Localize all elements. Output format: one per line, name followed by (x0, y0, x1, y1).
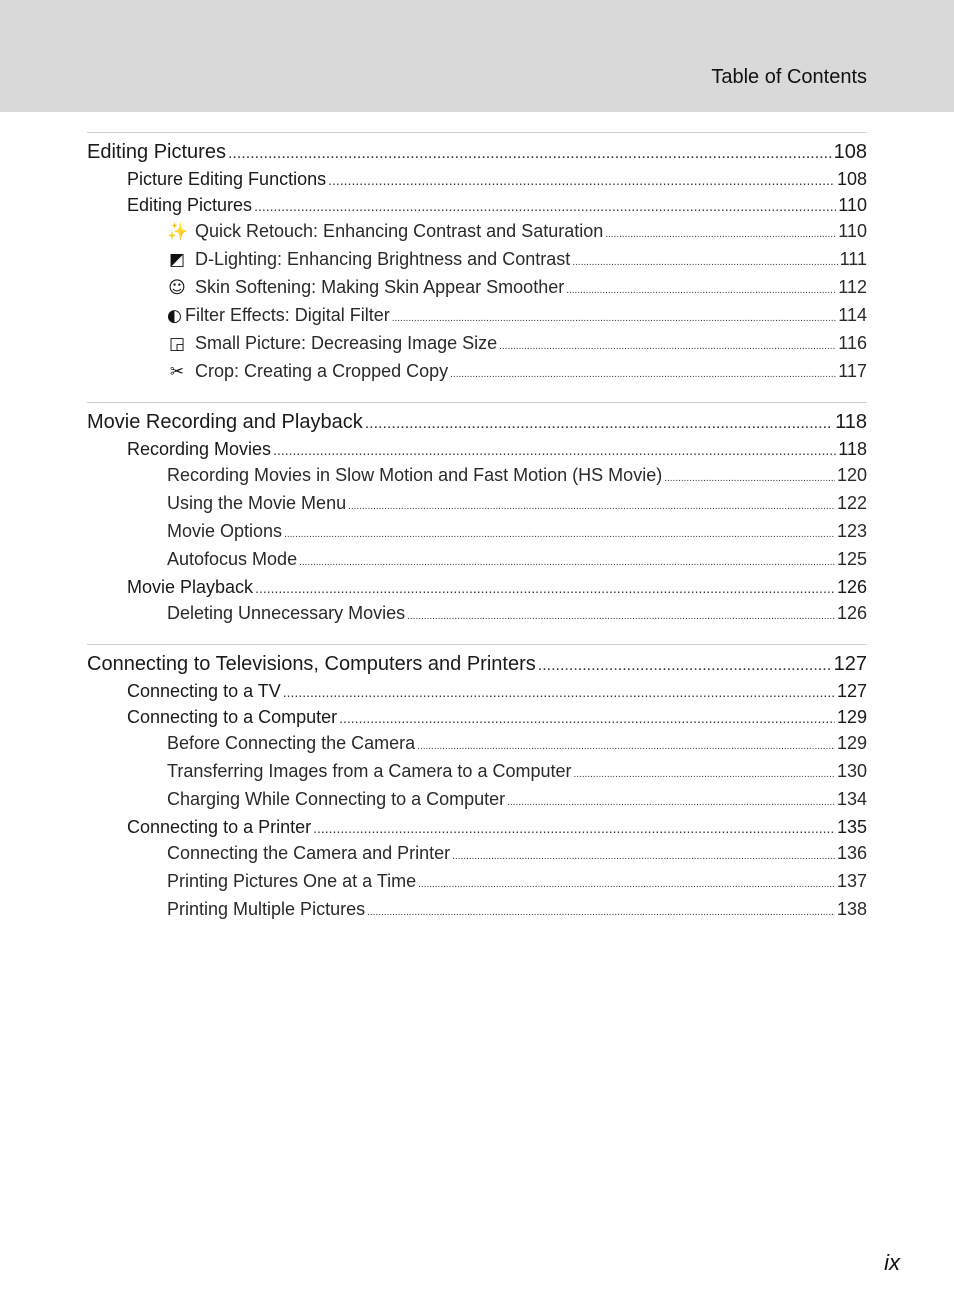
toc-entry-label: Connecting the Camera and Printer (167, 843, 451, 863)
toc-entry-page: 111 (839, 249, 867, 269)
toc-entry-label: Movie Recording and Playback (87, 411, 363, 433)
dot-leader (228, 141, 832, 167)
toc-entry-label: Small Picture: Decreasing Image Size (195, 333, 498, 353)
toc-entry[interactable] (87, 463, 867, 491)
dot-leader (507, 790, 835, 815)
toc-entry-title (167, 519, 282, 544)
toc-entry-title (167, 869, 416, 894)
toc-entry-label: Connecting to Televisions, Computers and Printers (87, 653, 536, 675)
toc-entry-page: 110 (838, 195, 867, 215)
toc-entry-label: Autofocus Mode (167, 549, 298, 569)
dot-leader (254, 194, 836, 219)
toc-entry-page: 123 (836, 521, 867, 541)
toc-entry-label: Using the Movie Menu (167, 493, 347, 513)
toc-entry[interactable] (87, 601, 867, 629)
toc-entry[interactable] (87, 303, 867, 331)
dot-leader (365, 411, 833, 437)
toc-entry-title (167, 491, 346, 516)
toc-entry[interactable] (87, 491, 867, 519)
header-band (0, 0, 954, 112)
toc-entry-page: 110 (838, 221, 867, 241)
toc-entry[interactable] (87, 409, 867, 437)
toc-entry-label: Charging While Connecting to a Computer (167, 789, 506, 809)
skin-softening-icon: ☺ (168, 278, 186, 298)
toc-entry-page: 130 (836, 761, 867, 781)
toc-entry-page: 126 (836, 603, 867, 623)
crop-icon: ✂ (169, 362, 185, 382)
toc-entry-page: 134 (836, 789, 867, 809)
toc-entry-title (87, 651, 536, 677)
toc-entry-title (167, 897, 365, 922)
toc-entry-page: 108 (836, 169, 867, 189)
toc-entry-page: 108 (833, 141, 867, 163)
toc-entry-title (167, 275, 564, 301)
filter-effects-icon: ◐ (167, 306, 182, 326)
d-lighting-icon: ◩ (168, 250, 186, 270)
toc-entry-title (127, 815, 311, 840)
toc-entry-label: Deleting Unnecessary Movies (167, 603, 406, 623)
toc-entry-title (167, 331, 497, 357)
toc-entry[interactable] (87, 869, 867, 897)
toc-entry-title (167, 759, 571, 784)
toc-entry-page: 122 (836, 493, 867, 513)
dot-leader (283, 680, 835, 705)
dot-leader (348, 494, 835, 519)
toc-entry-label: Printing Multiple Pictures (167, 899, 366, 919)
dot-leader (572, 250, 837, 275)
toc-entry-label: Movie Playback (127, 577, 254, 597)
dot-leader (418, 872, 835, 897)
toc-entry[interactable] (87, 547, 867, 575)
toc-entry-title (167, 841, 450, 866)
toc-entry-page: 116 (838, 333, 867, 353)
toc-entry-title (167, 359, 448, 385)
toc-entry-label: Transferring Images from a Camera to a Computer (167, 761, 572, 781)
toc-entry-label: Recording Movies (127, 439, 272, 459)
toc-entry[interactable] (87, 247, 867, 275)
toc-entry-label: Movie Options (167, 521, 283, 541)
toc-entry-label: D-Lighting: Enhancing Brightness and Contrast (195, 249, 571, 269)
toc-entry-page: 114 (838, 305, 867, 325)
dot-leader (284, 522, 835, 547)
toc-entry-page: 127 (836, 681, 867, 701)
toc-entry-page: 120 (836, 465, 867, 485)
toc-entry-title (167, 303, 390, 329)
toc-entry[interactable] (87, 815, 867, 841)
dot-leader (328, 168, 835, 193)
toc-entry-label: Quick Retouch: Enhancing Contrast and Saturation (195, 221, 604, 241)
dot-leader (664, 466, 835, 491)
toc-entry-label: Crop: Creating a Cropped Copy (195, 361, 449, 381)
toc-entry-label: Filter Effects: Digital Filter (185, 305, 390, 325)
toc-entry-page: 125 (836, 549, 867, 569)
toc-entry-title (127, 437, 271, 462)
toc-entry-title (127, 167, 326, 192)
toc-entry-label: Before Connecting the Camera (167, 733, 416, 753)
toc-entry-title (127, 193, 252, 218)
dot-leader (605, 222, 836, 247)
toc-entry-label: Editing Pictures (127, 195, 253, 215)
dot-leader (367, 900, 835, 925)
toc-entry-page: 112 (838, 277, 867, 297)
toc-entry[interactable] (87, 139, 867, 167)
toc-entry-page: 118 (835, 411, 867, 433)
toc-entry-page: 127 (833, 653, 867, 675)
toc-section (87, 132, 867, 387)
toc-entry-page: 136 (836, 843, 867, 863)
dot-leader (339, 706, 835, 731)
toc-entry[interactable] (87, 193, 867, 219)
toc-entry-page: 117 (838, 361, 867, 381)
dot-leader (573, 762, 834, 787)
dot-leader (450, 362, 836, 387)
toc-entry[interactable] (87, 705, 867, 731)
toc-entry[interactable] (87, 519, 867, 547)
toc-entry[interactable] (87, 219, 867, 247)
quick-retouch-icon: ✨ (167, 222, 189, 242)
toc-entry-title (127, 679, 281, 704)
dot-leader (299, 550, 835, 575)
toc-entry-title (167, 247, 570, 273)
toc-entry-title (127, 575, 253, 600)
toc-entry-page: 138 (836, 899, 867, 919)
toc-entry[interactable] (87, 897, 867, 925)
toc-entry[interactable] (87, 437, 867, 463)
toc-entry[interactable] (87, 275, 867, 303)
toc-entry-label: Connecting to a Computer (127, 707, 338, 727)
dot-leader (392, 306, 837, 331)
toc-entry-title (167, 463, 662, 488)
dot-leader (313, 816, 835, 841)
toc-section (87, 402, 867, 629)
toc-entry-title (127, 705, 337, 730)
toc-entry-title (167, 219, 603, 245)
toc-entry-label: Connecting to a Printer (127, 817, 312, 837)
toc-entry[interactable] (87, 731, 867, 759)
toc-entry-label: Skin Softening: Making Skin Appear Smoother (195, 277, 565, 297)
page-number: ix (884, 1250, 900, 1275)
toc-entry-page: 126 (836, 577, 867, 597)
toc-entry-label: Printing Pictures One at a Time (167, 871, 417, 891)
dot-leader (273, 438, 836, 463)
dot-leader (255, 576, 835, 601)
toc-entry-page: 129 (836, 707, 867, 727)
dot-leader (538, 653, 832, 679)
toc-entry[interactable] (87, 331, 867, 359)
toc-entry-page: 118 (838, 439, 867, 459)
toc-entry-title (87, 409, 363, 435)
header-title: Table of Contents (711, 66, 867, 88)
toc-entry[interactable] (87, 167, 867, 193)
toc-entry-page: 135 (836, 817, 867, 837)
toc-entry-title (167, 787, 505, 812)
dot-leader (452, 844, 835, 869)
toc-entry[interactable] (87, 759, 867, 787)
toc-entry-label: Editing Pictures (87, 141, 226, 163)
dot-leader (566, 278, 836, 303)
toc-entry[interactable] (87, 575, 867, 601)
dot-leader (407, 604, 835, 629)
dot-leader (499, 334, 836, 359)
toc-entry-label: Recording Movies in Slow Motion and Fast Motion (HS Movie) (167, 465, 663, 485)
toc-entry-label: Connecting to a TV (127, 681, 281, 701)
toc-entry[interactable] (87, 679, 867, 705)
toc-entry-title (167, 601, 405, 626)
small-picture-icon: ◲ (168, 334, 186, 354)
dot-leader (417, 734, 835, 759)
toc-entry-label: Picture Editing Functions (127, 169, 327, 189)
toc-section (87, 644, 867, 925)
toc-entry-title (87, 139, 226, 165)
toc-entry[interactable] (87, 787, 867, 815)
table-of-contents (87, 132, 867, 940)
toc-entry-page: 137 (836, 871, 867, 891)
toc-entry-title (167, 731, 415, 756)
toc-entry-page: 129 (836, 733, 867, 753)
toc-entry-title (167, 547, 297, 572)
toc-entry[interactable] (87, 841, 867, 869)
toc-entry[interactable] (87, 359, 867, 387)
toc-entry[interactable] (87, 651, 867, 679)
